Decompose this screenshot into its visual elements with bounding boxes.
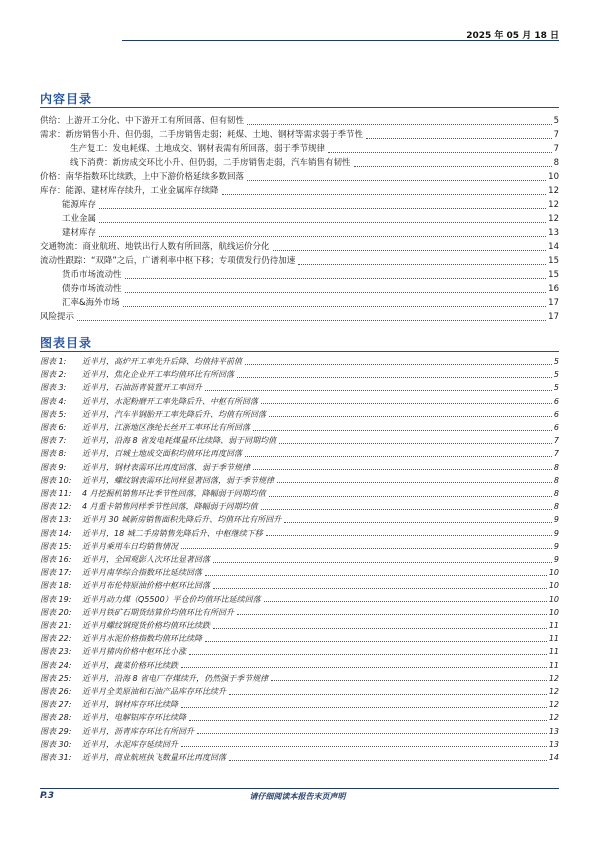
figure-entry-page: 8 <box>553 462 559 472</box>
figure-entry[interactable] <box>0 501 595 513</box>
figure-entry[interactable] <box>0 686 595 698</box>
figure-entry-page: 12 <box>548 700 559 710</box>
figure-entry-label: 图表 28: <box>40 713 72 723</box>
dot-leader <box>261 509 552 510</box>
dot-leader <box>237 377 552 378</box>
figure-entry-page: 13 <box>548 726 559 736</box>
toc-entry-page: 14 <box>548 242 559 252</box>
figure-entry[interactable] <box>0 646 595 658</box>
figures-rule <box>40 351 559 352</box>
toc-entry-title: 汇率&海外市场 <box>62 298 120 308</box>
figure-entry-title: 近半月，18 城二手房销售先降后升、中枢继续下移 <box>82 528 263 538</box>
figure-entry-title: 近半月，电解铝库存环比续降 <box>82 713 186 723</box>
figure-entry-label: 图表 18: <box>40 581 72 591</box>
figure-entry-label: 图表 17: <box>40 568 72 578</box>
dot-leader <box>125 278 547 279</box>
figure-entry-title: 近半月，江浙地区涤纶长丝开工率环比有所回落 <box>82 423 250 432</box>
dot-leader <box>366 138 552 139</box>
toc-entry[interactable] <box>0 282 595 296</box>
figure-entry[interactable] <box>0 514 595 526</box>
figure-entry-title: 近半月，焦化企业开工率均值环比有所回落 <box>82 370 234 380</box>
toc-entry-page: 16 <box>548 284 559 294</box>
toc-entry-page: 7 <box>553 144 559 154</box>
toc-entry[interactable] <box>0 128 595 142</box>
toc-entry[interactable] <box>0 310 595 324</box>
dot-leader <box>245 456 552 457</box>
figure-entry-page: 10 <box>548 594 559 604</box>
toc-entry[interactable] <box>0 296 595 310</box>
footer-rule <box>40 788 559 789</box>
figure-entry-page: 8 <box>553 475 559 485</box>
figure-entry-label: 图表 19: <box>40 594 72 604</box>
figure-entry-label: 图表 24: <box>40 660 72 670</box>
figure-entry-title: 近半月，钢材表需环比再度回落、弱于季节规律 <box>82 462 250 472</box>
figure-entry-title: 近半月，商业航班执飞数量环比再度回落 <box>82 753 226 762</box>
figure-entry-page: 13 <box>548 739 559 749</box>
header-rule <box>122 40 559 41</box>
toc-entry-title: 货币市场流动性 <box>62 270 122 280</box>
figure-entry[interactable] <box>0 435 595 447</box>
toc-entry-page: 17 <box>548 312 559 322</box>
figure-entry-title: 近半月，沿海 8 省发电耗煤量环比续降、弱于同期均值 <box>82 436 277 446</box>
figure-entry-label: 图表 30: <box>40 739 72 749</box>
figure-entry-label: 图表 9: <box>40 462 67 472</box>
dot-leader <box>253 430 552 431</box>
dot-leader <box>181 746 547 747</box>
figure-entry-label: 图表 31: <box>40 753 72 762</box>
figure-entry-page: 7 <box>553 436 559 446</box>
figure-entry-label: 图表 22: <box>40 634 72 644</box>
toc-entry-page: 7 <box>553 130 559 140</box>
figure-entry[interactable] <box>0 541 595 553</box>
figure-entry[interactable] <box>0 620 595 632</box>
figure-entry-page: 5 <box>553 383 559 393</box>
figure-entry-label: 图表 21: <box>40 621 72 630</box>
figure-entry-page: 10 <box>548 607 559 617</box>
figure-entry-page: 9 <box>553 515 559 525</box>
figure-entry-label: 图表 15: <box>40 541 72 551</box>
toc-entry-page: 10 <box>548 172 559 182</box>
toc-entry-title: 交通物流：商业航班、地铁出行人数有所回落，航线运价分化 <box>40 242 270 252</box>
dot-leader <box>125 292 547 293</box>
figure-entry-title: 近半月，沥青库存环比有所回升 <box>82 726 194 736</box>
toc-entry-title: 债券市场流动性 <box>62 284 122 294</box>
figure-entry-page: 6 <box>553 423 559 432</box>
figure-entry[interactable] <box>0 580 595 592</box>
figure-entry-page: 6 <box>553 396 559 406</box>
dot-leader <box>181 707 547 708</box>
figure-entry[interactable] <box>0 594 595 606</box>
figure-entry[interactable] <box>0 448 595 460</box>
figure-entry-page: 11 <box>548 634 559 644</box>
toc-entry-title: 需求：新房销售小升、但仍弱，二手房销售走弱；耗煤、土地、钢材等需求弱于季节性 <box>40 130 364 140</box>
figure-entry-page: 6 <box>553 409 559 419</box>
toc-entry-page: 12 <box>548 186 559 196</box>
figure-entry-label: 图表 20: <box>40 607 72 617</box>
toc-entry[interactable] <box>0 156 595 170</box>
toc-entry-page: 12 <box>548 200 559 210</box>
dot-leader <box>328 152 552 153</box>
dot-leader <box>273 250 547 251</box>
dot-leader <box>298 264 546 265</box>
toc-entry[interactable] <box>0 268 595 282</box>
figure-entry-label: 图表 8: <box>40 449 67 459</box>
disclaimer-note: 请仔细阅读本报告末页声明 <box>249 792 346 801</box>
toc-entry-page: 8 <box>553 158 559 168</box>
toc-entry-title: 供给：上游开工分化、中下游开工有所回落、但有韧性 <box>40 116 245 126</box>
toc-entry-page: 13 <box>548 228 559 238</box>
figure-entry-title: 近半月乘用车日均销售情况 <box>82 541 178 551</box>
toc-entry-title: 工业金属 <box>62 214 97 224</box>
toc-entry-page: 12 <box>548 214 559 224</box>
figure-entry-label: 图表 23: <box>40 647 72 657</box>
toc-entry-title: 风险提示 <box>40 312 75 322</box>
toc-entry[interactable] <box>0 184 595 198</box>
dot-leader <box>99 222 546 223</box>
figure-entry-title: 4 月重卡销售同样季节性回落，降幅弱于同期均值 <box>82 502 258 512</box>
dot-leader <box>284 522 552 523</box>
figure-entry-label: 图表 29: <box>40 726 72 736</box>
toc-entry-title: 价格：南华指数环比续跌，上中下游价格延续多数回落 <box>40 172 245 182</box>
figure-entry-page: 11 <box>548 660 559 670</box>
figure-entry-title: 近半月，百城土地成交面积均值环比再度回落 <box>82 449 242 459</box>
dot-leader <box>222 194 547 195</box>
figure-entry-title: 近半月，高炉开工率先升后降、均值持平前值 <box>82 357 242 366</box>
figure-entry-title: 近半月，水泥库存延续回升 <box>82 739 178 749</box>
figure-entry[interactable] <box>0 528 595 540</box>
figure-entry[interactable] <box>0 607 595 619</box>
figure-entry-title: 近半月全美原油和石油产品库存环比续升 <box>82 687 226 696</box>
dot-leader <box>77 320 546 321</box>
figure-entry-title: 近半月，水泥粉磨开工率先降后升、中枢有所回落 <box>82 396 258 406</box>
figure-entry-title: 近半月，汽车半钢胎开工率先降后升、均值有所回落 <box>82 409 266 419</box>
figure-entry-title: 近半月，钢材库存环比续降 <box>82 700 178 710</box>
dot-leader <box>271 680 547 681</box>
figure-entry-label: 图表 10: <box>40 475 72 485</box>
figure-entry-label: 图表 6: <box>40 423 67 432</box>
figure-entry-title: 近半月 30 城新房销售面积先降后升、均值环比有所回升 <box>82 515 282 525</box>
figure-entry-page: 7 <box>553 449 559 459</box>
dot-leader <box>237 614 547 615</box>
figure-entry[interactable] <box>0 369 595 381</box>
dot-leader <box>264 601 547 602</box>
figure-entry-page: 12 <box>548 713 559 723</box>
figures-title: 图表目录 <box>40 336 93 350</box>
figure-entry-page: 10 <box>548 568 559 578</box>
figure-entry-title: 近半月动力煤（Q5500）平仓价均值环比延续回落 <box>82 594 261 604</box>
figure-entry-title: 近半月布伦特原油价格中枢环比回落 <box>82 581 210 591</box>
figure-entry-title: 近半月南华综合指数环比延续回落 <box>82 568 202 578</box>
figure-entry-title: 近半月铁矿石期货结算价均值环比有所回升 <box>82 607 234 617</box>
dot-leader <box>269 416 552 417</box>
figure-entry[interactable] <box>0 396 595 408</box>
toc-entry-title: 能源库存 <box>62 200 97 210</box>
figure-entry[interactable] <box>0 382 595 394</box>
figure-entry-label: 图表 27: <box>40 700 72 710</box>
figure-entry[interactable] <box>0 633 595 645</box>
figure-entry[interactable] <box>0 726 595 738</box>
toc-entry-title: 流动性跟踪：“双降”之后，广谱利率中枢下移；专项债发行仍待加速 <box>40 256 296 266</box>
dot-leader <box>245 364 552 365</box>
dot-leader <box>197 733 547 734</box>
figure-entry-page: 11 <box>548 647 559 657</box>
figure-entry-label: 图表 13: <box>40 515 72 525</box>
toc-entry-title: 库存：能源、建材库存续升，工业金属库存续降 <box>40 186 219 196</box>
figure-entry-title: 近半月，全国观影人次环比显著回落 <box>82 555 210 564</box>
figure-entry-page: 11 <box>548 621 559 630</box>
figure-entry[interactable] <box>0 752 595 764</box>
figure-entry[interactable] <box>0 475 595 487</box>
figure-entry-page: 9 <box>553 528 559 538</box>
dot-leader <box>189 654 547 655</box>
figure-entry-label: 图表 7: <box>40 436 67 446</box>
figure-entry-label: 图表 26: <box>40 687 72 696</box>
toc-entry-title: 建材库存 <box>62 228 97 238</box>
figure-entry-page: 12 <box>548 673 559 683</box>
figure-entry-page: 8 <box>553 502 559 512</box>
toc-entry-title: 生产复工：发电耗煤、土地成交、钢材表需有所回落，弱于季节规律 <box>70 144 326 154</box>
figure-entry-title: 4 月挖掘机销售环比季节性回落，降幅弱于同期均值 <box>82 489 266 498</box>
toc-entry-page: 5 <box>553 116 559 126</box>
figure-entry[interactable] <box>0 660 595 672</box>
dot-leader <box>123 306 547 307</box>
toc-entry[interactable] <box>0 226 595 240</box>
dot-leader <box>99 236 546 237</box>
dot-leader <box>247 180 546 181</box>
figure-entry-label: 图表 5: <box>40 409 67 419</box>
figure-entry[interactable] <box>0 356 595 368</box>
figure-entry-label: 图表 1: <box>40 357 67 366</box>
dot-leader <box>181 548 552 549</box>
dot-leader <box>189 720 547 721</box>
figure-entry-label: 图表 2: <box>40 370 67 380</box>
figure-entry-page: 12 <box>548 687 559 696</box>
toc-entry[interactable] <box>0 240 595 254</box>
figure-entry-title: 近半月，石油沥青装置开工率回升 <box>82 383 202 393</box>
figure-entry[interactable] <box>0 567 595 579</box>
figure-entry-page: 14 <box>548 753 559 762</box>
figure-entry-label: 图表 14: <box>40 528 72 538</box>
report-date: 2025 年 05 月 18 日 <box>466 31 559 41</box>
toc-entry[interactable] <box>0 254 595 268</box>
dot-leader <box>261 403 552 404</box>
dot-leader <box>354 166 552 167</box>
figure-entry-label: 图表 11: <box>40 489 72 498</box>
figure-entry[interactable] <box>0 488 595 500</box>
figure-entry-title: 近半月水泥价格指数均值环比续降 <box>82 634 202 644</box>
dot-leader <box>181 667 547 668</box>
contents-rule <box>40 107 559 108</box>
figure-entry-label: 图表 4: <box>40 396 67 406</box>
figure-entry-page: 5 <box>553 357 559 366</box>
toc-entry[interactable] <box>0 198 595 212</box>
figure-entry-label: 图表 3: <box>40 383 67 393</box>
toc-entry[interactable] <box>0 114 595 128</box>
figure-entry-title: 近半月，蔬菜价格环比续跌 <box>82 660 178 670</box>
dot-leader <box>213 562 552 563</box>
figure-entry[interactable] <box>0 462 595 474</box>
figure-entry-page: 8 <box>553 489 559 498</box>
dot-leader <box>253 469 552 470</box>
figure-entry[interactable] <box>0 673 595 685</box>
figure-entry-page: 9 <box>553 541 559 551</box>
figure-entry[interactable] <box>0 739 595 751</box>
figure-entry[interactable] <box>0 409 595 421</box>
toc-entry-title: 线下消费：新房成交环比小升、但仍弱，二手房销售走弱，汽车销售有韧性 <box>70 158 351 168</box>
dot-leader <box>229 760 547 761</box>
toc-entry-page: 17 <box>548 298 559 308</box>
toc-entry[interactable] <box>0 212 595 226</box>
figure-entry-label: 图表 16: <box>40 555 72 564</box>
dot-leader <box>213 628 547 629</box>
figure-entry-page: 5 <box>553 370 559 380</box>
figure-entry-label: 图表 25: <box>40 673 72 683</box>
toc-entry[interactable] <box>0 170 595 184</box>
dot-leader <box>266 535 552 536</box>
figure-entry-title: 近半月，螺纹钢表需环比同样显著回落，弱于季节规律 <box>82 475 274 485</box>
toc-entry[interactable] <box>0 142 595 156</box>
figure-entry-title: 近半月，沿海 8 省电厂存煤续升，仍然强于季节规律 <box>82 673 269 683</box>
figure-entry-title: 近半月螺纹钢现货价格均值环比续跌 <box>82 621 210 630</box>
dot-leader <box>279 443 552 444</box>
figure-entry-page: 9 <box>553 555 559 564</box>
figure-entry[interactable] <box>0 422 595 434</box>
figure-entry[interactable] <box>0 699 595 711</box>
dot-leader <box>205 641 547 642</box>
dot-leader <box>99 208 546 209</box>
toc-entry-page: 15 <box>548 270 559 280</box>
figure-entry-title: 近半月猪肉价格中枢环比小涨 <box>82 647 186 657</box>
figure-entry[interactable] <box>0 712 595 724</box>
dot-leader <box>229 694 547 695</box>
dot-leader <box>269 496 552 497</box>
dot-leader <box>205 575 547 576</box>
figure-entry[interactable] <box>0 554 595 566</box>
dot-leader <box>277 482 552 483</box>
dot-leader <box>205 390 552 391</box>
figure-entry-page: 10 <box>548 581 559 591</box>
dot-leader <box>247 124 552 125</box>
page-number: P.3 <box>40 791 54 801</box>
dot-leader <box>213 588 547 589</box>
figure-entry-label: 图表 12: <box>40 502 72 512</box>
toc-entry-page: 15 <box>548 256 559 266</box>
contents-title: 内容目录 <box>40 92 93 106</box>
